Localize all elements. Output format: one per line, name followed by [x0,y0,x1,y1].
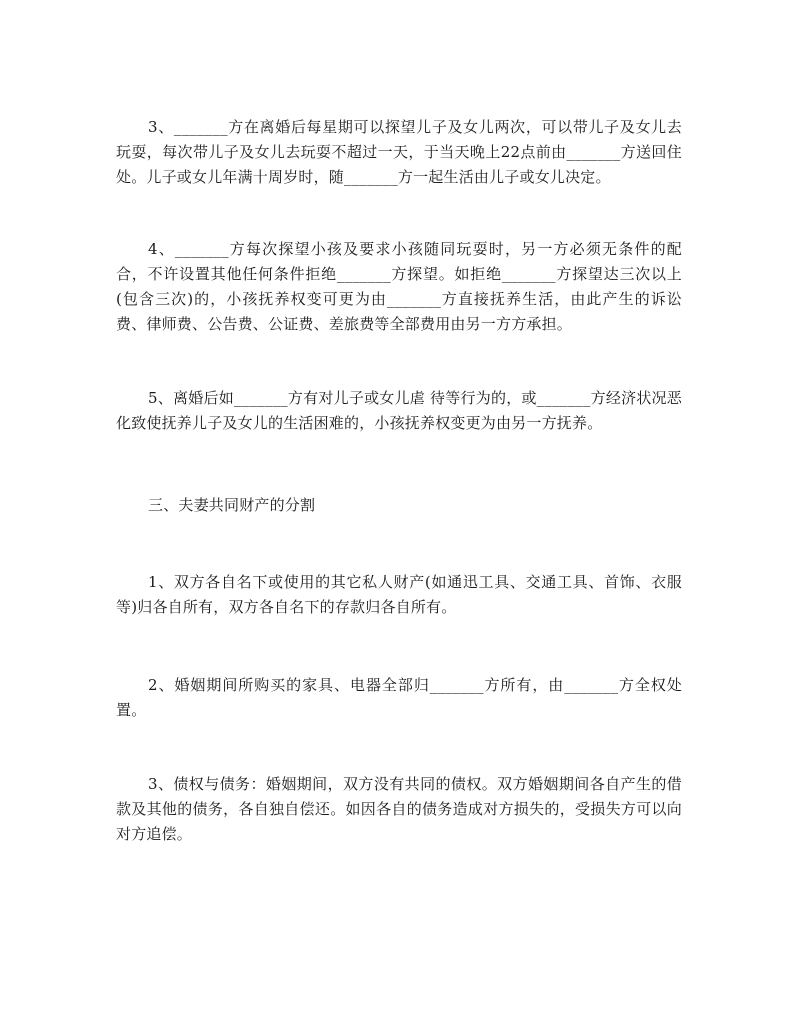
paragraph-visitation-rights: 3、_______方在离婚后每星期可以探望儿子及女儿两次，可以带儿子及女儿去玩耍，每次带儿子及女儿去玩耍不超过一天，于当天晚上22点前由_______方送回住处。儿子或女儿年满十周岁时，随_______方一起生活由儿子或女儿决定。 [116,118,682,186]
section-heading-property-division: 三、夫妻共同财产的分割 [148,496,316,514]
paragraph-personal-property: 1、双方各自名下或使用的其它私人财产(如通迅工具、交通工具、首饰、衣服等)归各自所有，双方各自名下的存款归各自所有。 [116,573,682,616]
paragraph-visitation-cooperation: 4、_______方每次探望小孩及要求小孩随同玩耍时，另一方必须无条件的配合，不许设置其他任何条件拒绝_______方探望。如拒绝_______方探望达三次以上(包含三次)的，小孩抚养权变可更为由_______方直接抚养生活，由此产生的诉讼费、律师费、公告费、公证费、差旅费等全部费用由另一方方承担。 [116,240,682,333]
paragraph-furniture-appliances: 2、婚姻期间所购买的家具、电器全部归_______方所有，由_______方全权处置。 [116,676,682,719]
paragraph-debts: 3、债权与债务：婚姻期间，双方没有共同的债权。双方婚姻期间各自产生的借款及其他的债务，各自独自偿还。如因各自的债务造成对方损失的，受损失方可以向对方追偿。 [116,775,682,843]
paragraph-custody-change: 5、离婚后如_______方有对儿子或女儿虐 待等行为的，或_______方经济状况恶化致使抚养儿子及女儿的生活困难的，小孩抚养权变更为由另一方抚养。 [116,389,682,432]
